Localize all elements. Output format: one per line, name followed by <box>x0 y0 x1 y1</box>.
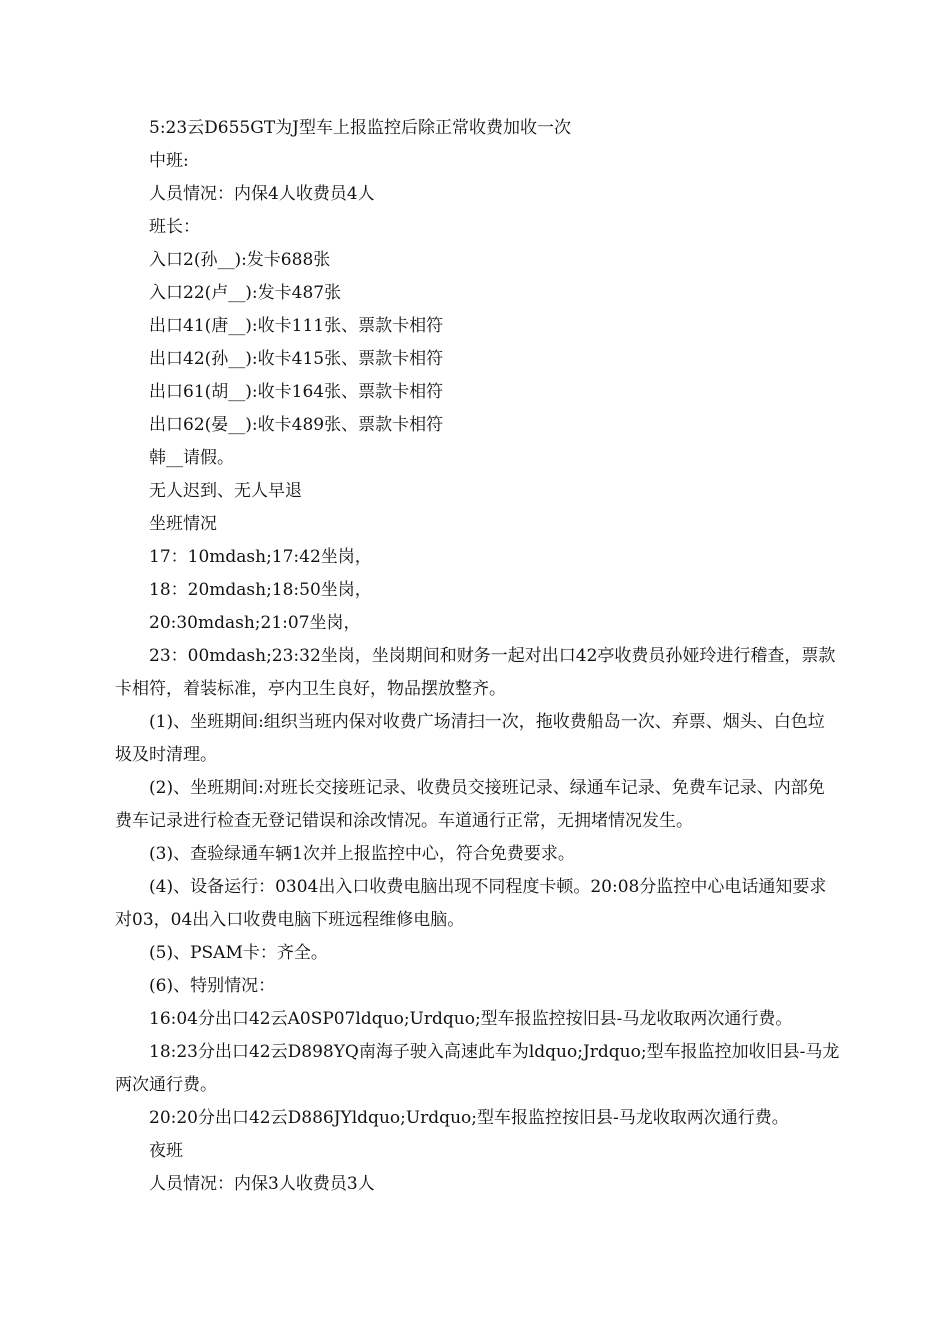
paragraph: 出口41(唐__):收卡111张、票款卡相符 <box>149 316 444 336</box>
paragraph: (5)、PSAM卡：齐全。 <box>149 943 328 963</box>
section-heading: 夜班 <box>149 1141 183 1161</box>
paragraph: 入口2(孙__):发卡688张 <box>149 250 331 270</box>
paragraph: 出口62(晏__):收卡489张、票款卡相符 <box>149 415 444 435</box>
paragraph: 无人迟到、无人早退 <box>149 481 302 501</box>
paragraph: (1)、坐班期间:组织当班内保对收费广场清扫一次，拖收费船岛一次、弃票、烟头、白色垃圾及时清理。 <box>115 712 825 765</box>
section-heading: 坐班情况 <box>149 514 217 534</box>
paragraph: 23：00mdash;23:32坐岗，坐岗期间和财务一起对出口42亭收费员孙娅玲进行稽查，票款卡相符，着装标准，亭内卫生良好，物品摆放整齐。 <box>115 646 836 699</box>
paragraph: 出口42(孙__):收卡415张、票款卡相符 <box>149 349 444 369</box>
paragraph: (3)、查验绿通车辆1次并上报监控中心，符合免费要求。 <box>149 844 575 864</box>
paragraph: 17：10mdash;17:42坐岗， <box>149 547 372 567</box>
paragraph: 入口22(卢__):发卡487张 <box>149 283 342 303</box>
paragraph: 5:23云D655GT为J型车上报监控后除正常收费加收一次 <box>149 118 571 138</box>
section-heading: 中班: <box>149 151 189 171</box>
paragraph: (6)、特别情况： <box>149 976 276 996</box>
paragraph: 出口61(胡__):收卡164张、票款卡相符 <box>149 382 444 402</box>
paragraph: (2)、坐班期间:对班长交接班记录、收费员交接班记录、绿通车记录、免费车记录、内部免费车记录进行检查无登记错误和涂改情况。车道通行正常，无拥堵情况发生。 <box>115 778 825 831</box>
paragraph: 20:20分出口42云D886JYldquo;Urdquo;型车报监控按旧县-马龙收取两次通行费。 <box>149 1108 789 1128</box>
paragraph: 人员情况：内保4人收费员4人 <box>149 184 375 204</box>
paragraph: 韩__请假。 <box>149 448 234 468</box>
paragraph: 班长： <box>149 217 200 237</box>
paragraph: (4)、设备运行：0304出入口收费电脑出现不同程度卡顿。20:08分监控中心电话通知要求对03，04出入口收费电脑下班远程维修电脑。 <box>115 877 827 930</box>
paragraph: 16:04分出口42云A0SP07ldquo;Urdquo;型车报监控按旧县-马龙收取两次通行费。 <box>149 1009 793 1029</box>
document-body <box>115 112 840 1201</box>
paragraph: 人员情况：内保3人收费员3人 <box>149 1174 375 1194</box>
paragraph: 18：20mdash;18:50坐岗， <box>149 580 372 600</box>
paragraph: 20:30mdash;21:07坐岗， <box>149 613 361 633</box>
paragraph: 18:23分出口42云D898YQ南海子驶入高速此车为ldquo;Jrdquo;型车报监控加收旧县-马龙两次通行费。 <box>115 1042 840 1095</box>
